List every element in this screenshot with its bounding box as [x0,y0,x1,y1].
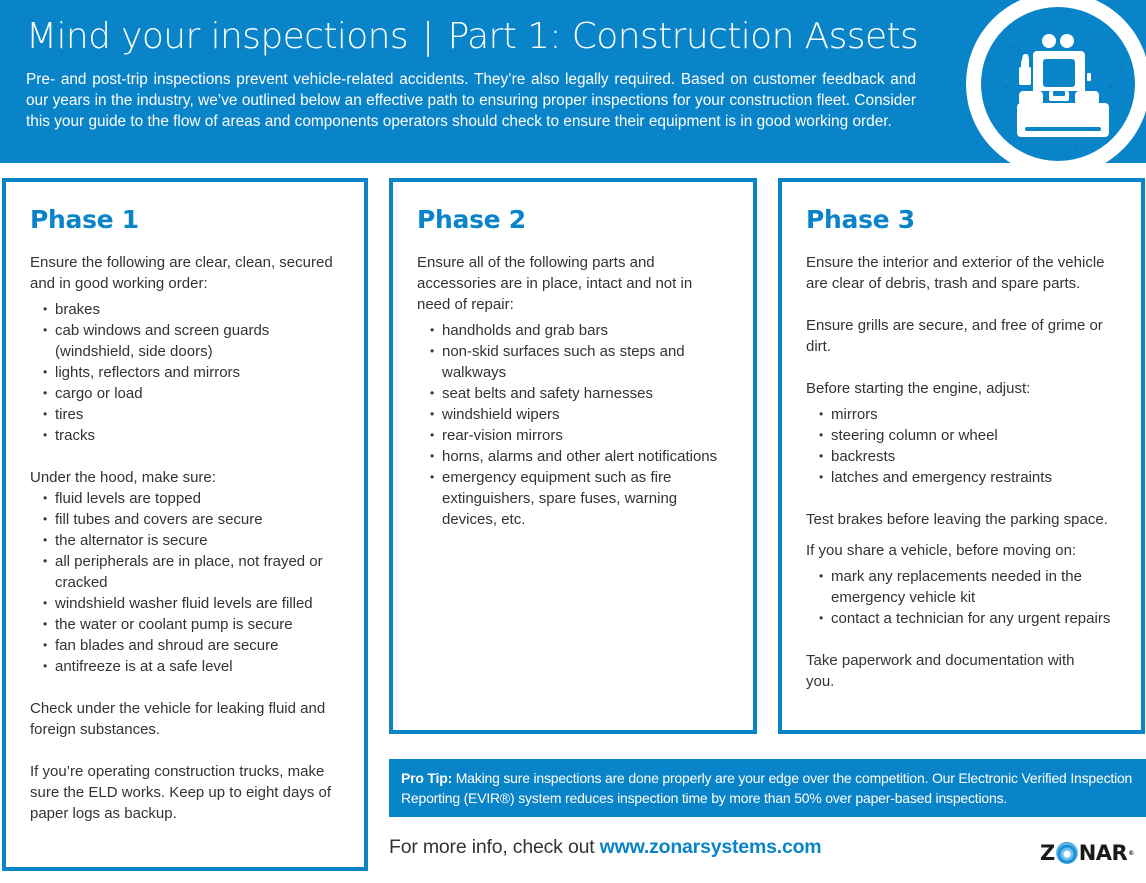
list-item: • brakes [43,299,340,320]
pro-tip-text: Making sure inspections are done properly are your edge over the competition. Our Electronic Verified Inspection Reporting (EVIR®) system reduces inspection time by more than 50% over paper-based inspections. [401,770,1133,806]
list-item: • horns, alarms and other alert notifications [430,446,729,467]
list-item: • fill tubes and covers are secure [43,509,340,530]
pro-tip-banner [389,759,1146,817]
logo-rest: NAR [1078,841,1128,865]
list-item: • contact a technician for any urgent repairs [819,608,1117,629]
pro-tip-label: Pro Tip: [401,770,453,786]
zonar-logo [1040,841,1134,865]
phase-1-card [2,178,368,871]
logo-z: Z [1040,841,1055,865]
list-item: • fan blades and shroud are secure [43,635,340,656]
list-item: • windshield wipers [430,404,729,425]
list-item: • cab windows and screen guards (windshield, side doors) [43,320,340,362]
title-main: Mind your inspections [26,16,409,57]
phase-2-card [389,178,757,734]
phase-3-grills: Ensure grills are secure, and free of grime or dirt. [806,317,1103,355]
list-item: • antifreeze is at a safe level [43,656,340,677]
phase-2-checklist [430,320,729,530]
list-item: • latches and emergency restraints [819,467,1117,488]
website-link[interactable]: www.zonarsystems.com [599,836,822,858]
intro-paragraph: Pre- and post-trip inspections prevent vehicle-related accidents. They’re also legally required. Based on customer feedback and our years in the industry, we’ve outlined below an effective path to ensuring proper inspections for your construction fleet. Consider this your guide to the flow of areas and components operators should check to ensure their equipment is in good working order. [26,71,916,130]
list-item: • emergency equipment such as fire extinguishers, spare fuses, warning devices, etc. [430,467,729,530]
list-item: • tracks [43,425,340,446]
list-item: • seat belts and safety harnesses [430,383,729,404]
phase-1-hood-checklist [43,488,340,677]
phase-2-intro: Ensure all of the following parts and accessories are in place, intact and not in need of repair: [417,254,693,313]
page-title [26,16,918,57]
list-item: • non-skid surfaces such as steps and walkways [430,341,729,383]
list-item: • tires [43,404,340,425]
logo-registered: ® [1128,849,1134,857]
phase-1-checklist [43,299,340,446]
phase-2-title: Phase 2 [417,205,526,234]
title-part: Part 1: Construction Assets [447,16,919,57]
phase-3-paperwork: Take paperwork and documentation with you. [806,652,1075,690]
list-item: • all peripherals are in place, not frayed or cracked [43,551,340,593]
phase-3-brakes: Test brakes before leaving the parking space. [806,511,1108,528]
title-separator: | [422,16,434,57]
construction-vehicle-icon [981,7,1135,161]
list-item: • mirrors [819,404,1117,425]
phase-3-share-checklist [819,566,1117,629]
list-item: • handholds and grab bars [430,320,729,341]
phase-3-share-intro: If you share a vehicle, before moving on: [806,542,1077,559]
phase-1-title: Phase 1 [30,205,139,234]
phase-1-hood-intro: Under the hood, make sure: [30,469,216,486]
phase-3-title: Phase 3 [806,205,915,234]
phase-3-card [778,178,1145,734]
list-item: • fluid levels are topped [43,488,340,509]
list-item: • steering column or wheel [819,425,1117,446]
phase-1-trucks-note: If you’re operating construction trucks, make sure the ELD works. Keep up to eight days of paper logs as backup. [30,763,332,822]
footer-info [389,836,821,859]
list-item: • backrests [819,446,1117,467]
phase-1-under-vehicle: Check under the vehicle for leaking fluid and foreign substances. [30,700,326,738]
list-item: • the alternator is secure [43,530,340,551]
list-item: • lights, reflectors and mirrors [43,362,340,383]
list-item: • cargo or load [43,383,340,404]
logo-target-icon [1056,842,1078,864]
list-item: • mark any replacements needed in the emergency vehicle kit [819,566,1117,608]
list-item: • rear-vision mirrors [430,425,729,446]
list-item: • windshield washer fluid levels are filled [43,593,340,614]
phase-3-engine-intro: Before starting the engine, adjust: [806,380,1031,397]
footer-info-text: For more info, check out [389,836,600,858]
phase-1-intro: Ensure the following are clear, clean, secured and in good working order: [30,254,333,292]
phase-3-interior: Ensure the interior and exterior of the vehicle are clear of debris, trash and spare parts. [806,254,1105,292]
list-item: • the water or coolant pump is secure [43,614,340,635]
phase-3-engine-checklist [819,404,1117,488]
